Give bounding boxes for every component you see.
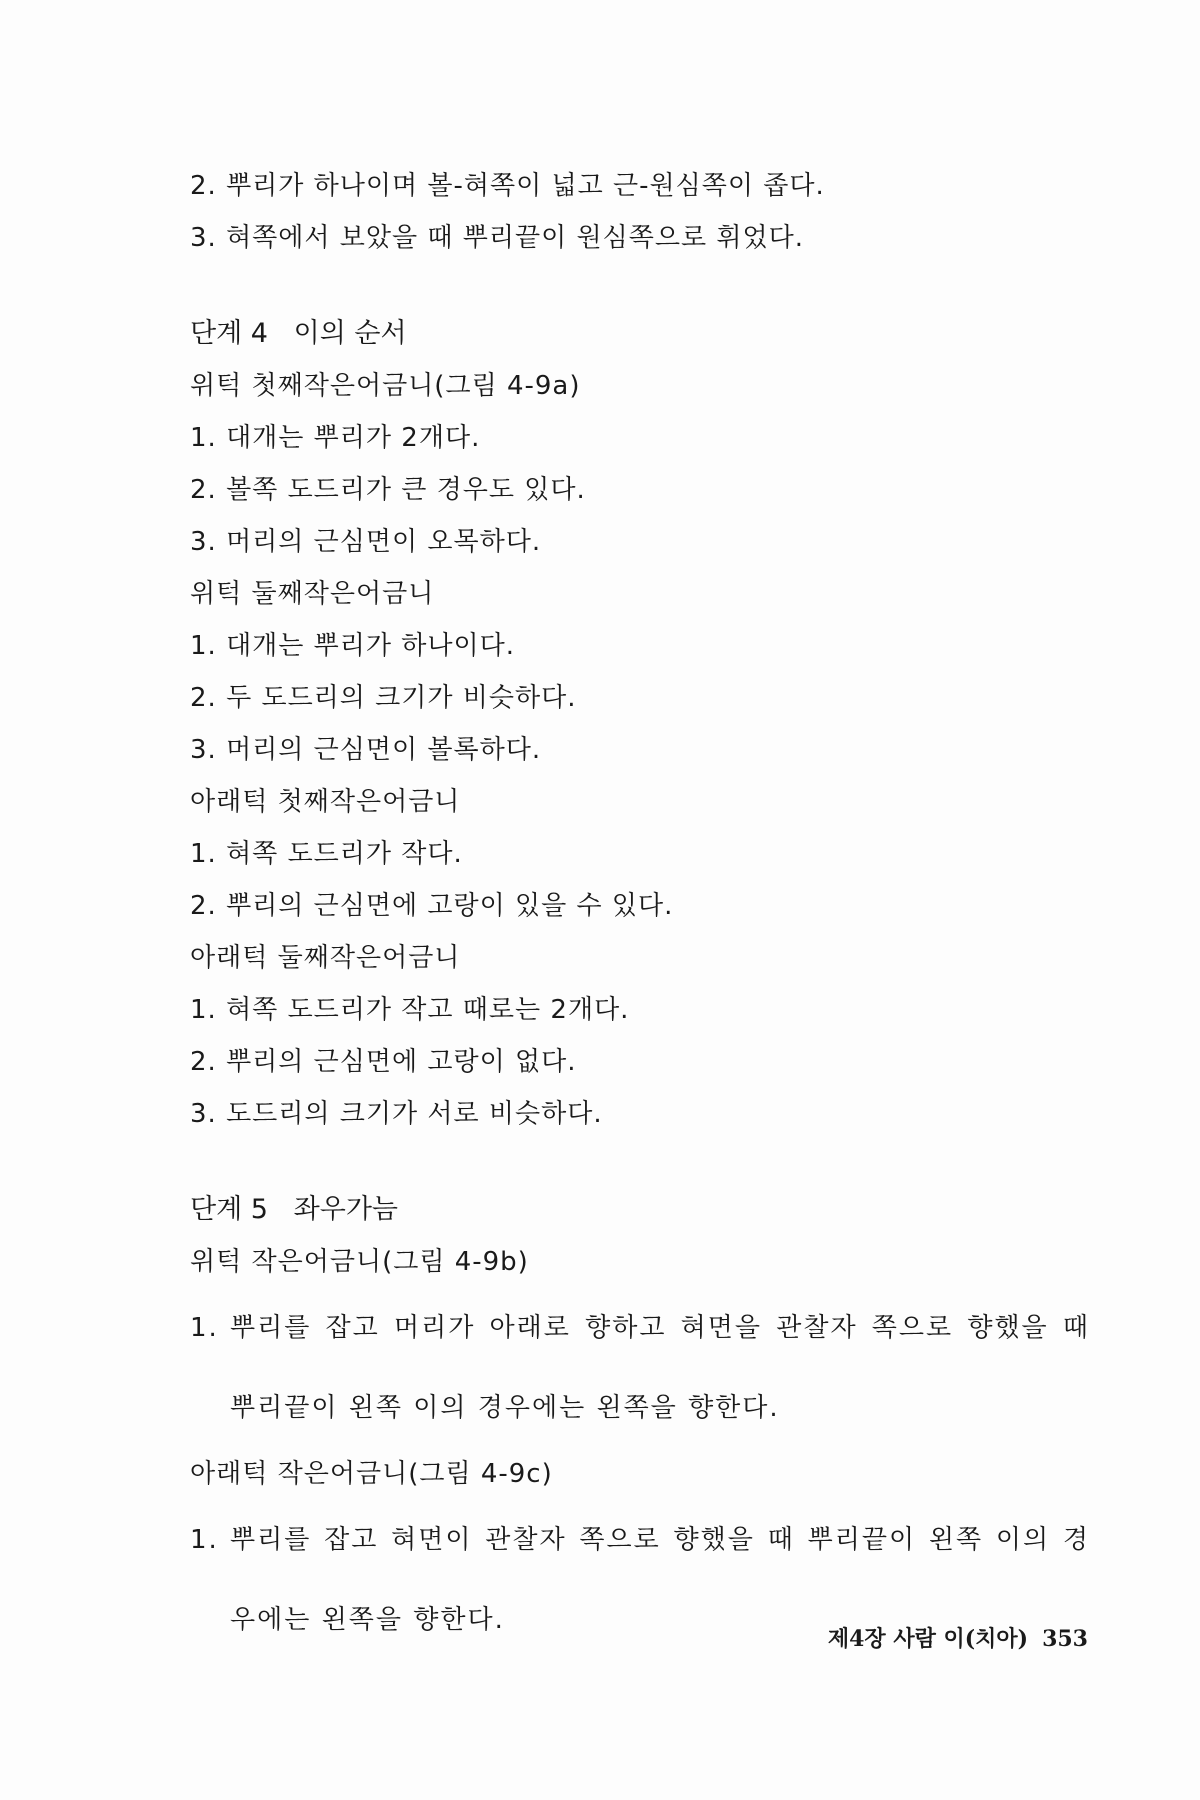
spacer	[190, 1140, 1090, 1184]
page-number: 353	[1042, 1626, 1088, 1652]
group-title: 위턱 첫째작은어금니(그림 4-9a)	[190, 371, 581, 401]
list-item: 1. 대개는 뿌리가 2개다.	[190, 423, 481, 453]
list-item: 3. 머리의 근심면이 오목하다.	[190, 527, 542, 557]
group-title: 아래턱 작은어금니(그림 4-9c)	[190, 1459, 553, 1489]
page-content	[190, 160, 1090, 1660]
item-number: 1.	[190, 1525, 219, 1555]
list-item: 2. 두 도드리의 크기가 비슷하다.	[190, 683, 577, 713]
spacer	[190, 264, 1090, 308]
list-item: 2. 뿌리가 하나이며 볼-혀쪽이 넓고 근-원심쪽이 좁다.	[190, 171, 825, 201]
list-item: 1. 혀쪽 도드리가 작고 때로는 2개다.	[190, 995, 630, 1025]
item-number: 1.	[190, 1313, 219, 1343]
list-item: 3. 머리의 근심면이 볼록하다.	[190, 735, 542, 765]
list-item: 2. 뿌리의 근심면에 고랑이 있을 수 있다.	[190, 891, 674, 921]
group-title: 아래턱 첫째작은어금니	[190, 787, 461, 817]
step5-heading: 단계 5 좌우가늠	[190, 1194, 399, 1225]
list-item: 3. 혀쪽에서 보았을 때 뿌리끝이 원심쪽으로 휘었다.	[190, 223, 804, 253]
chapter-title: 제4장 사람 이(치아)	[827, 1626, 1029, 1652]
list-item: 3. 도드리의 크기가 서로 비슷하다.	[190, 1099, 603, 1129]
group-title: 위턱 둘째작은어금니	[190, 579, 435, 609]
page-footer	[828, 1622, 1088, 1653]
list-item: 2. 볼쪽 도드리가 큰 경우도 있다.	[190, 475, 586, 505]
group-title: 아래턱 둘째작은어금니	[190, 943, 461, 973]
list-item	[190, 1288, 1090, 1448]
item-text: 뿌리를 잡고 혀면이 관찰자 쪽으로 향했을 때 뿌리끝이 왼쪽 이의 경우에는 왼쪽을 향한다.	[230, 1525, 1090, 1635]
list-item: 1. 혀쪽 도드리가 작다.	[190, 839, 463, 869]
step4-heading: 단계 4 이의 순서	[190, 318, 407, 349]
group-title: 위턱 작은어금니(그림 4-9b)	[190, 1247, 529, 1277]
list-item: 2. 뿌리의 근심면에 고랑이 없다.	[190, 1047, 577, 1077]
list-item: 1. 대개는 뿌리가 하나이다.	[190, 631, 516, 661]
item-text: 뿌리를 잡고 머리가 아래로 향하고 혀면을 관찰자 쪽으로 향했을 때 뿌리끝이 왼쪽 이의 경우에는 왼쪽을 향한다.	[230, 1313, 1090, 1423]
